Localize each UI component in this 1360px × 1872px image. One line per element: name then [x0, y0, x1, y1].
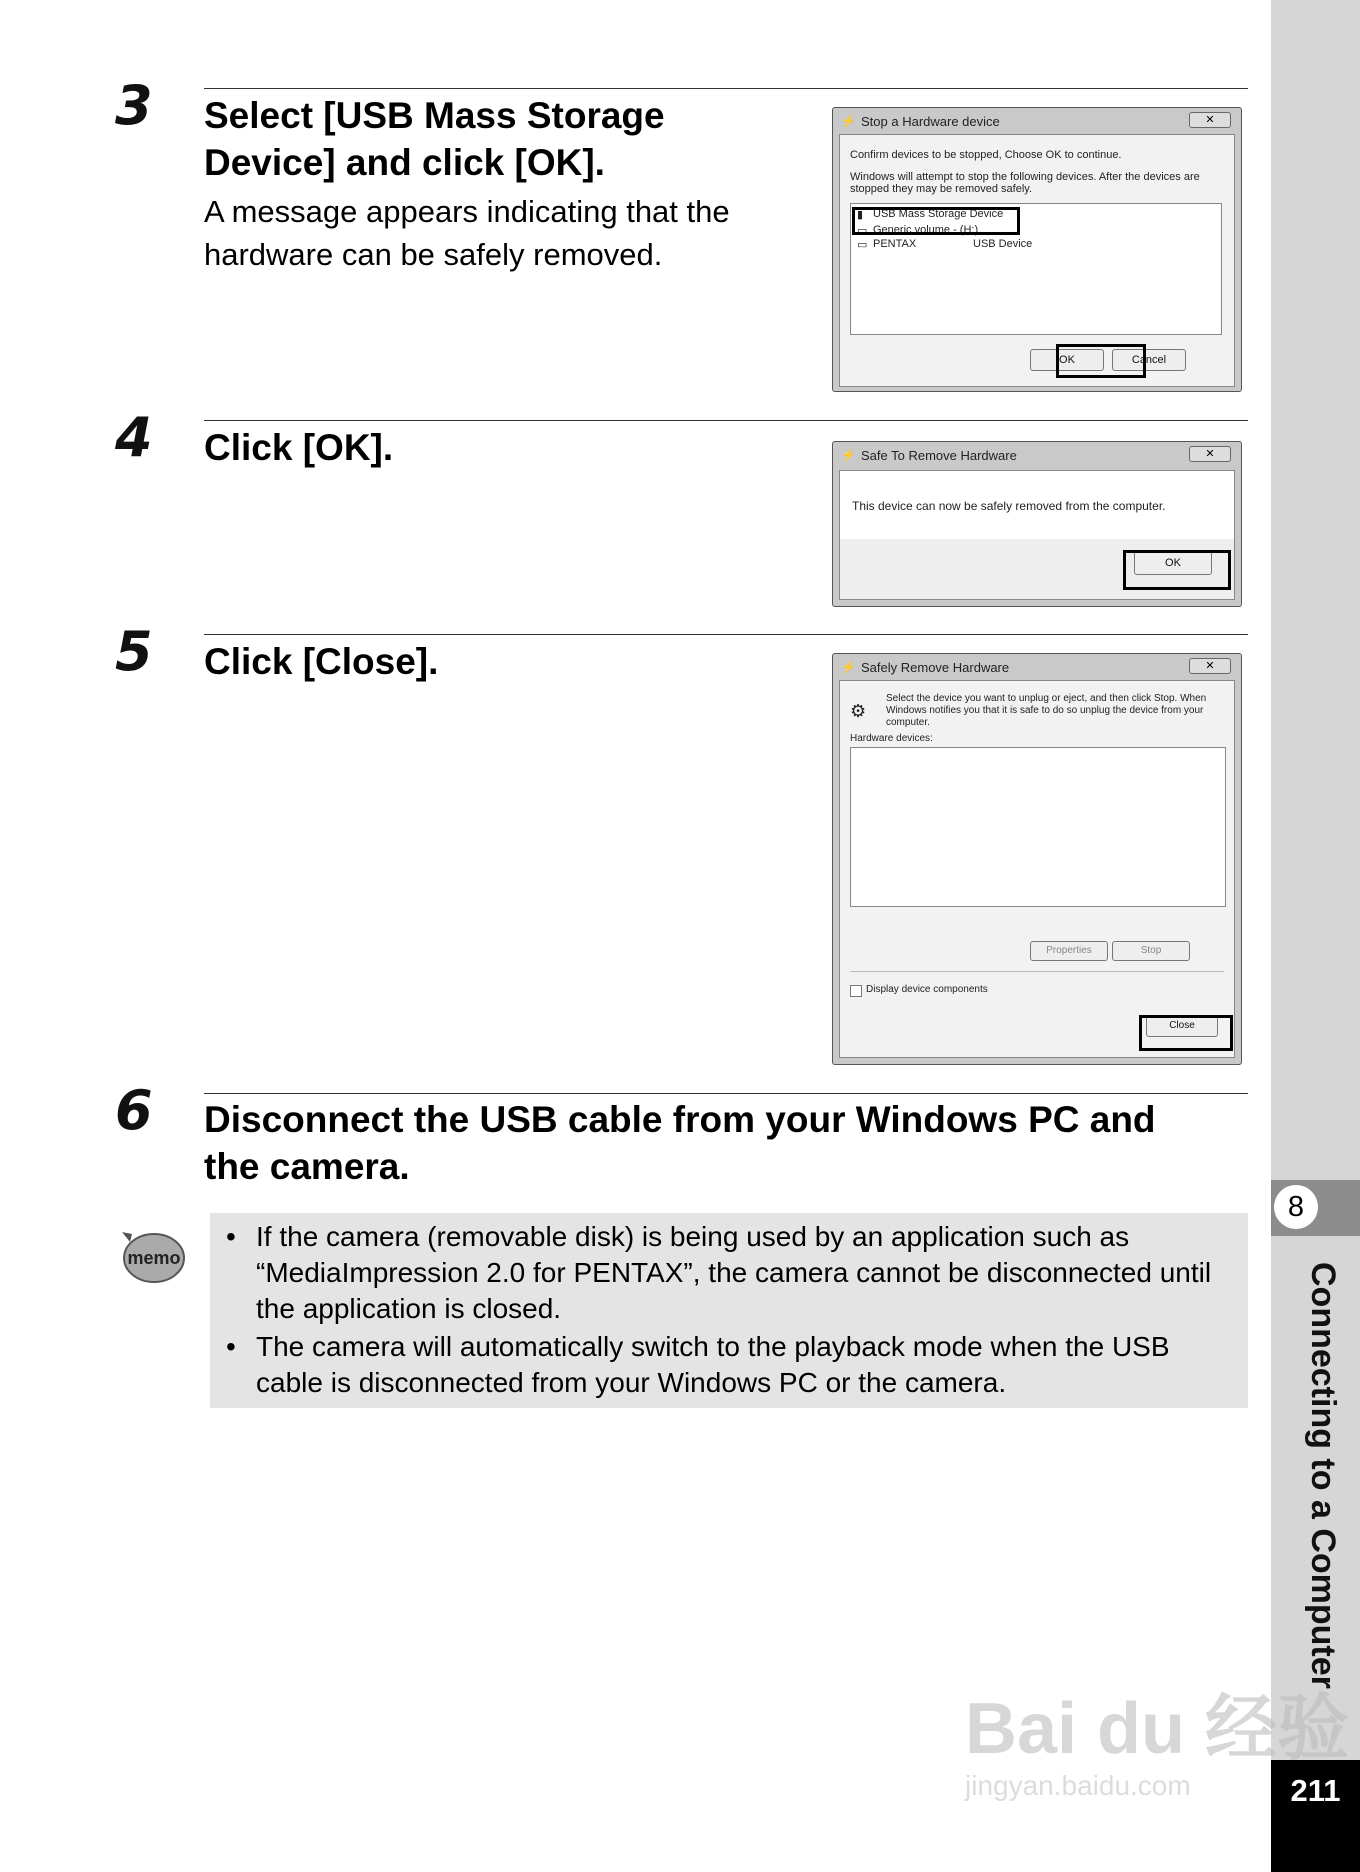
- drive-icon: ▭: [857, 239, 868, 251]
- divider: [204, 634, 1248, 635]
- dialog-text: Select the device you want to unplug or eject, and then click Stop. When: [886, 693, 1207, 704]
- close-icon[interactable]: ✕: [1189, 112, 1231, 128]
- step-body: [204, 190, 730, 276]
- ok-button[interactable]: OK: [1030, 349, 1104, 371]
- step-title: Click [OK].: [204, 427, 394, 468]
- step-body-line: A message appears indicating that the: [204, 194, 730, 229]
- dialog-text: This device can now be safely removed from the computer.: [852, 499, 1166, 513]
- watermark-logo: Bai du 经验: [965, 1689, 1350, 1769]
- close-icon[interactable]: ✕: [1189, 446, 1231, 462]
- stop-hardware-dialog: [832, 107, 1242, 392]
- list-item[interactable]: PENTAX: [873, 238, 917, 250]
- dialog-title: Safely Remove Hardware: [861, 660, 1010, 675]
- usb-plug-icon: ⚡: [841, 114, 856, 128]
- list-item[interactable]: USB Mass Storage Device: [873, 208, 1004, 220]
- usb-plug-icon: ⚡: [841, 448, 856, 462]
- stop-button[interactable]: Stop: [1112, 941, 1190, 961]
- memo-bullet: The camera will automatically switch to the playback mode when the USB cable is disconnected from your Windows PC or the camera.: [256, 1331, 1170, 1398]
- step-title: [204, 92, 665, 186]
- ok-button[interactable]: OK: [1134, 551, 1212, 575]
- dialog-text: Confirm devices to be stopped, Choose OK to continue.: [850, 149, 1122, 161]
- step-title: Click [Close].: [204, 641, 439, 682]
- step-title-line: Disconnect the USB cable from your Windows PC and: [204, 1099, 1156, 1140]
- step-body-line: hardware can be safely removed.: [204, 237, 663, 272]
- chapter-number: 8: [1274, 1185, 1318, 1229]
- cancel-button[interactable]: Cancel: [1112, 349, 1186, 371]
- dialog-text: stopped they may be removed safely.: [850, 183, 1033, 195]
- highlight-box: [1123, 550, 1231, 590]
- watermark-url: jingyan.baidu.com: [965, 1770, 1191, 1801]
- step-title-line: the camera.: [204, 1146, 410, 1187]
- dialog-body: [839, 134, 1235, 387]
- drive-icon: ▭: [857, 225, 868, 237]
- close-button[interactable]: Close: [1146, 1015, 1218, 1037]
- highlight-box: [852, 207, 1020, 235]
- dialog-title: Stop a Hardware device: [861, 114, 1000, 129]
- list-item[interactable]: Generic volume - (H:): [873, 224, 979, 236]
- list-item[interactable]: USB Device: [973, 238, 1033, 250]
- safely-remove-dialog: [832, 653, 1242, 1065]
- device-icon: ⚙: [850, 701, 867, 721]
- checkbox[interactable]: [850, 985, 862, 997]
- highlight-box: [1056, 344, 1146, 378]
- dialog-text: computer.: [886, 717, 930, 728]
- safe-remove-dialog: [832, 441, 1242, 607]
- dialog-title: Safe To Remove Hardware: [861, 448, 1017, 463]
- step-title: [204, 1096, 1156, 1190]
- memo-label: memo: [127, 1248, 181, 1268]
- divider: [850, 971, 1224, 972]
- page-number: 211: [1271, 1760, 1360, 1872]
- checkbox-label: Display device components: [866, 984, 988, 995]
- step-number: 3: [115, 74, 153, 137]
- memo-bullet: If the camera (removable disk) is being used by an application such as “MediaImpression 2.0 for PENTAX”, the camera cannot be disconnected until the application is closed.: [256, 1221, 1212, 1324]
- dialog-body: [839, 680, 1235, 1058]
- chapter-title: Connecting to a Computer: [1304, 1262, 1342, 1689]
- close-icon[interactable]: ✕: [1189, 658, 1231, 674]
- step-title-line: Device] and click [OK].: [204, 142, 605, 183]
- bullet-dot: •: [226, 1221, 236, 1252]
- divider: [204, 1093, 1248, 1094]
- usb-plug-icon: ⚡: [841, 660, 856, 674]
- hardware-device-list[interactable]: [850, 747, 1226, 907]
- memo-icon: [118, 1228, 186, 1284]
- properties-button[interactable]: Properties: [1030, 941, 1108, 961]
- dialog-text: Windows notifies you that it is safe to do so unplug the device from your: [886, 705, 1204, 716]
- divider: [204, 88, 1248, 89]
- step-number: 6: [115, 1079, 153, 1142]
- dialog-text: Windows will attempt to stop the following devices. After the devices are: [850, 171, 1200, 183]
- step-title-line: Select [USB Mass Storage: [204, 95, 665, 136]
- devices-label: Hardware devices:: [850, 733, 933, 744]
- step-number: 4: [115, 406, 153, 469]
- bullet-dot: •: [226, 1331, 236, 1362]
- usb-icon: ▮: [857, 209, 864, 221]
- step-number: 5: [115, 620, 153, 683]
- highlight-box: [1139, 1015, 1233, 1051]
- divider: [204, 420, 1248, 421]
